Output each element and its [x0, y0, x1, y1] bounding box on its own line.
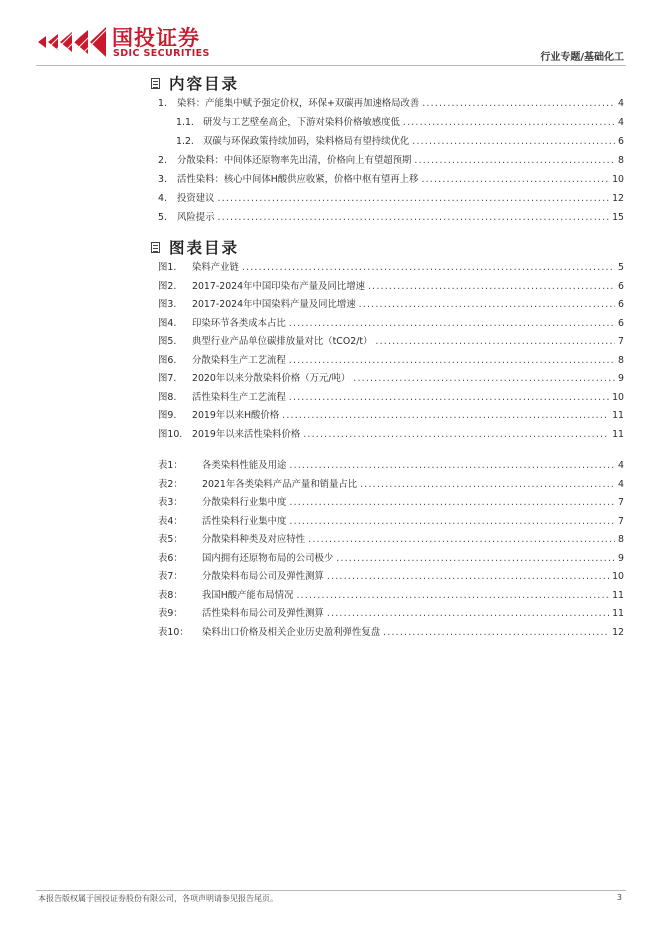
- logo-text-cn: 国投证券: [112, 26, 200, 50]
- toc-entry-page: 11: [612, 589, 624, 601]
- toc-entry-page: 4: [618, 460, 624, 471]
- toc-leader-dots: [296, 589, 609, 602]
- figures-heading: [151, 236, 239, 258]
- toc-entry-title: 印染环节各类成本占比: [192, 317, 286, 329]
- toc-entry-title: 分散染料生产工艺流程: [192, 354, 286, 366]
- toc-leader-dots: [421, 173, 609, 186]
- toc-leader-dots: [289, 459, 615, 472]
- toc-entry-title: 2021年各类染料产品产量和销量占比: [202, 478, 358, 490]
- toc-entry-number: 表4：: [158, 515, 183, 527]
- figure-entry[interactable]: [158, 298, 624, 311]
- figure-entry[interactable]: [158, 280, 624, 293]
- toc-entry-number: 图7.: [158, 373, 177, 384]
- toc-entry-number: 图8.: [158, 391, 177, 403]
- toc-entry-page: 4: [618, 98, 624, 109]
- toc-entry-page: 7: [618, 497, 624, 508]
- table-entry[interactable]: [158, 552, 624, 565]
- toc-leader-dots: [303, 428, 609, 441]
- toc-entry-number: 1.: [158, 98, 167, 109]
- toc-leader-dots: [414, 154, 615, 167]
- document-icon: [151, 78, 160, 89]
- toc-entry[interactable]: [158, 211, 624, 224]
- toc-entry-title: 2017-2024年中国印染布产量及同比增速: [192, 280, 365, 292]
- toc-entry-title: 分散染料行业集中度: [202, 497, 287, 508]
- toc-entry[interactable]: [176, 135, 624, 148]
- header-divider: [36, 65, 626, 66]
- toc-entry-page: 6: [618, 299, 624, 310]
- toc-entry-page: 10: [612, 174, 624, 185]
- toc-entry-title: 活性染料布局公司及弹性测算: [202, 608, 324, 619]
- table-entry[interactable]: [158, 533, 624, 546]
- toc-entry-title: 2019年以来活性染料价格: [192, 428, 301, 440]
- toc-leader-dots: [289, 391, 609, 404]
- toc-entry[interactable]: [158, 192, 624, 205]
- toc-entry-number: 图1.: [158, 262, 177, 273]
- toc-entry-page: 7: [618, 515, 624, 527]
- contents-heading: [151, 72, 239, 94]
- figure-entry[interactable]: [158, 354, 624, 367]
- toc-entry-page: 8: [618, 534, 624, 545]
- toc-entry-title: 各类染料性能及用途: [202, 460, 287, 471]
- toc-entry-number: 图5.: [158, 336, 177, 347]
- toc-entry-page: 4: [618, 117, 624, 128]
- toc-entry-number: 表3：: [158, 497, 183, 508]
- table-entry[interactable]: [158, 607, 624, 620]
- toc-leader-dots: [412, 135, 615, 148]
- toc-entry-number: 图6.: [158, 354, 177, 366]
- toc-leader-dots: [368, 280, 615, 293]
- toc-entry-number: 图10.: [158, 428, 183, 440]
- toc-leader-dots: [336, 552, 615, 565]
- toc-leader-dots: [218, 192, 610, 205]
- footer-divider: [36, 890, 626, 891]
- toc-entry-number: 图2.: [158, 280, 177, 292]
- table-entry[interactable]: [158, 589, 624, 602]
- toc-entry-page: 9: [618, 552, 624, 564]
- toc-entry-number: 表7：: [158, 571, 183, 582]
- toc-entry-number: 表8：: [158, 589, 183, 601]
- toc-leader-dots: [403, 116, 615, 129]
- sdic-logo-icon: [36, 24, 108, 60]
- toc-entry-page: 9: [618, 373, 624, 384]
- toc-leader-dots: [289, 496, 615, 509]
- toc-entry[interactable]: [158, 97, 624, 110]
- toc-entry-title: 染料：产能集中赋予强定价权，环保+双碳再加速格局改善: [177, 98, 420, 109]
- toc-leader-dots: [218, 211, 610, 224]
- toc-entry-title: 分散染料：中间体还原物率先出清，价格向上有望超预期: [177, 155, 412, 166]
- toc-entry-number: 表10：: [158, 626, 189, 638]
- toc-entry-title: 染料产业链: [192, 262, 239, 273]
- table-entry[interactable]: [158, 626, 624, 639]
- toc-entry-number: 表9：: [158, 608, 183, 619]
- table-entry[interactable]: [158, 570, 624, 583]
- table-entry[interactable]: [158, 496, 624, 509]
- toc-entry-page: 7: [618, 336, 624, 347]
- figure-entry[interactable]: [158, 372, 624, 385]
- toc-entry-number: 表2：: [158, 478, 183, 490]
- toc-entry-page: 10: [612, 391, 624, 403]
- toc-entry-number: 图3.: [158, 299, 177, 310]
- toc-entry-number: 2.: [158, 155, 167, 166]
- toc-entry-title: 2020年以来分散染料价格（万元/吨）: [192, 373, 351, 384]
- contents-title: 内容目录: [169, 75, 240, 93]
- toc-entry[interactable]: [176, 116, 624, 129]
- toc-entry-page: 10: [612, 571, 624, 582]
- page-number: 3: [616, 893, 622, 902]
- toc-leader-dots: [327, 607, 609, 620]
- toc-leader-dots: [327, 570, 609, 583]
- toc-entry-page: 8: [618, 155, 624, 166]
- toc-entry-title: 2017-2024年中国染料产量及同比增速: [192, 299, 356, 310]
- toc-entry-number: 1.1.: [176, 117, 194, 128]
- toc-leader-dots: [308, 533, 615, 546]
- toc-entry-page: 11: [612, 608, 624, 619]
- toc-entry-number: 图4.: [158, 317, 177, 329]
- toc-entry-title: 国内拥有还原物布局的公司极少: [202, 552, 334, 564]
- toc-entry-number: 图9.: [158, 410, 177, 421]
- toc-leader-dots: [422, 97, 615, 110]
- toc-entry-title: 分散染料种类及对应特性: [202, 534, 306, 545]
- table-entry[interactable]: [158, 515, 624, 528]
- footer-disclaimer: 本报告版权属于国投证券股份有限公司，各项声明请参见报告尾页。: [38, 894, 278, 903]
- toc-entry-title: 风险提示: [177, 212, 215, 223]
- toc-leader-dots: [282, 409, 609, 422]
- table-entry[interactable]: [158, 459, 624, 472]
- toc-entry[interactable]: [158, 154, 624, 167]
- toc-entry-title: 染料出口价格及相关企业历史盈利弹性复盘: [202, 626, 381, 638]
- toc-entry-page: 12: [612, 626, 624, 638]
- toc-leader-dots: [289, 515, 615, 528]
- toc-leader-dots: [242, 261, 615, 274]
- figures-title: 图表目录: [169, 239, 240, 257]
- toc-leader-dots: [359, 298, 615, 311]
- toc-entry-title: 研发与工艺壁垒高企，下游对染料价格敏感度低: [203, 117, 400, 128]
- toc-entry-number: 表5：: [158, 534, 183, 545]
- toc-entry-title: 投资建议: [177, 193, 215, 204]
- toc-entry-title: 活性染料生产工艺流程: [192, 391, 286, 403]
- toc-entry-page: 6: [618, 280, 624, 292]
- report-category: 行业专题/基础化工: [540, 52, 624, 63]
- logo-text-en: SDIC SECURITIES: [113, 48, 210, 59]
- figure-entry[interactable]: [158, 391, 624, 404]
- toc-entry-page: 8: [618, 354, 624, 366]
- toc-entry-title: 分散染料布局公司及弹性测算: [202, 571, 324, 582]
- toc-leader-dots: [353, 372, 615, 385]
- figure-entry[interactable]: [158, 261, 624, 274]
- figure-entry[interactable]: [158, 428, 624, 441]
- figure-entry[interactable]: [158, 317, 624, 330]
- toc-entry-title: 2019年以来H酸价格: [192, 410, 280, 421]
- toc-entry-number: 5.: [158, 212, 167, 223]
- figure-entry[interactable]: [158, 409, 624, 422]
- toc-leader-dots: [289, 317, 615, 330]
- toc-entry-page: 12: [612, 193, 624, 204]
- toc-entry-number: 表1：: [158, 460, 183, 471]
- toc-entry-title: 典型行业产品单位碳排放量对比（tCO2/t）: [192, 336, 373, 347]
- toc-entry[interactable]: [158, 173, 624, 186]
- toc-entry-title: 活性染料：核心中间体H酸供应收紧，价格中枢有望再上移: [177, 174, 419, 185]
- toc-leader-dots: [289, 354, 615, 367]
- table-entry[interactable]: [158, 478, 624, 491]
- toc-entry-number: 表6：: [158, 552, 183, 564]
- document-icon: [151, 242, 160, 253]
- toc-entry-title: 我国H酸产能布局情况: [202, 589, 294, 601]
- toc-entry-number: 1.2.: [176, 136, 194, 147]
- toc-entry-page: 11: [612, 410, 624, 421]
- toc-entry-page: 6: [618, 136, 624, 147]
- figure-entry[interactable]: [158, 335, 624, 348]
- toc-entry-page: 11: [612, 428, 624, 440]
- toc-entry-number: 3.: [158, 174, 167, 185]
- toc-leader-dots: [375, 335, 615, 348]
- toc-leader-dots: [383, 626, 609, 639]
- toc-entry-title: 活性染料行业集中度: [202, 515, 287, 527]
- toc-entry-number: 4.: [158, 193, 167, 204]
- toc-leader-dots: [360, 478, 615, 491]
- toc-entry-page: 15: [612, 212, 624, 223]
- toc-entry-page: 5: [618, 262, 624, 273]
- toc-entry-title: 双碳与环保政策持续加码，染料格局有望持续优化: [203, 136, 410, 147]
- toc-entry-page: 6: [618, 317, 624, 329]
- toc-entry-page: 4: [618, 478, 624, 490]
